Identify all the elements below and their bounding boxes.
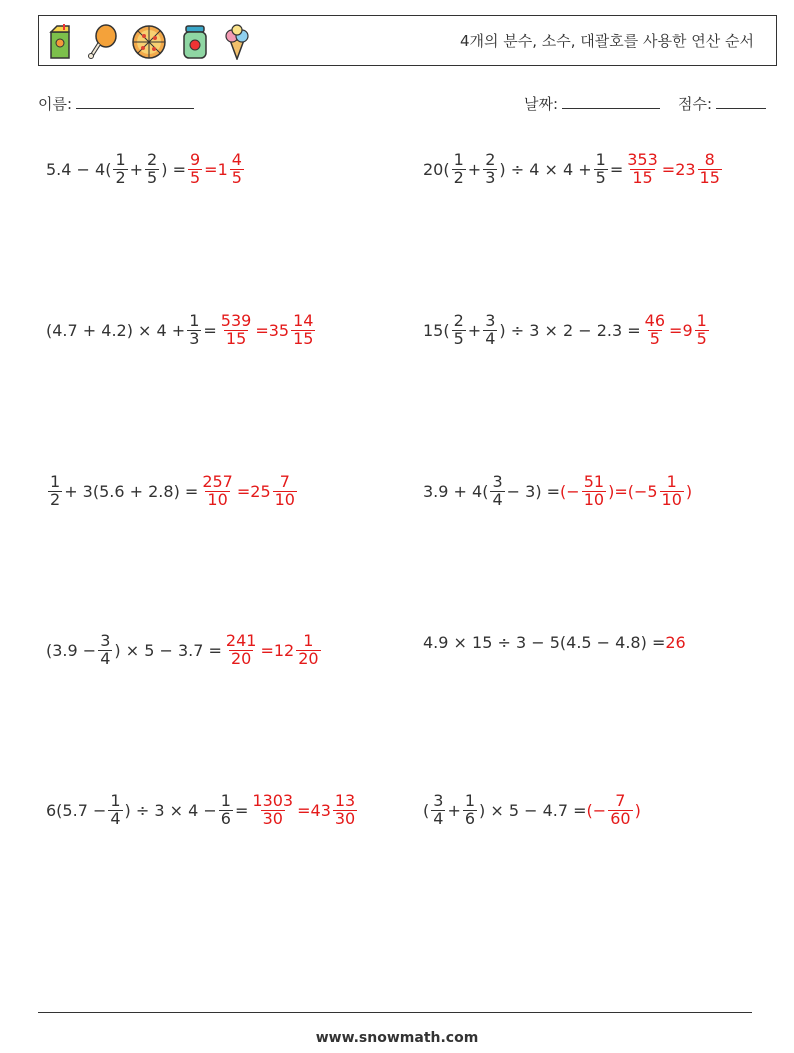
- footer-url: www.snowmath.com: [315, 1030, 479, 1046]
- fraction: $\frac{1}{2}$: [453, 149, 464, 187]
- fraction: $\frac{2}{5}$: [453, 310, 464, 348]
- answer: $\frac{353}{15}$ = 23 $\frac{8}{15}$: [627, 149, 720, 187]
- fraction: $\frac{1}{6}$: [464, 790, 476, 828]
- expr-text: + 3(5.6 + 2.8) =: [64, 481, 199, 501]
- expr-text: 15(: [423, 320, 450, 340]
- answer: $\frac{9}{5}$ = 1 $\frac{4}{5}$: [189, 149, 242, 187]
- footer-divider: [38, 1012, 752, 1013]
- fraction: $\frac{1}{4}$: [110, 790, 121, 828]
- answer: $\frac{1303}{30}$ = 43 $\frac{13}{30}$: [252, 790, 356, 828]
- juice-box-icon: [47, 24, 73, 60]
- date-blank: [562, 94, 660, 109]
- fraction: $\frac{2}{5}$: [147, 149, 158, 187]
- problem-2: [423, 139, 724, 199]
- jam-jar-icon: [181, 24, 209, 60]
- expr-text: ) ÷ 3 × 4 −: [124, 800, 217, 820]
- expr-text: =: [234, 800, 249, 820]
- expr-text: +: [129, 159, 144, 179]
- expr-text: ) =: [161, 159, 186, 179]
- problem-10: [423, 780, 641, 840]
- expr-text: (: [423, 800, 430, 820]
- date-field: [524, 93, 660, 114]
- score-label: 점수:: [678, 95, 713, 113]
- problem-8: [423, 612, 686, 672]
- fraction: $\frac{3}{4}$: [433, 790, 444, 828]
- fraction: $\frac{1}{3}$: [189, 310, 200, 348]
- answer: $\frac{257}{10}$ = 25 $\frac{7}{10}$: [202, 471, 295, 509]
- problem-3: [46, 300, 317, 360]
- problem-4: [423, 300, 711, 360]
- answer: 26: [665, 632, 686, 652]
- expr-text: ) × 5 − 4.7 =: [479, 800, 587, 820]
- fraction: $\frac{1}{5}$: [595, 149, 606, 187]
- expr-text: 4.9 × 15 ÷ 3 − 5(4.5 − 4.8) =: [423, 632, 666, 652]
- problem-7: [46, 620, 323, 680]
- answer: $\frac{241}{20}$ = 12 $\frac{1}{20}$: [225, 630, 319, 668]
- worksheet-header: [38, 15, 777, 66]
- expr-text: +: [467, 159, 482, 179]
- expr-text: − 3) =: [506, 481, 561, 501]
- fraction: $\frac{3}{4}$: [100, 630, 111, 668]
- expr-text: +: [447, 800, 461, 820]
- worksheet-title: 4개의 분수, 소수, 대괄호를 사용한 연산 순서: [459, 32, 754, 50]
- fraction: $\frac{3}{4}$: [492, 471, 503, 509]
- header-icons: [47, 22, 251, 62]
- expr-text: (4.7 + 4.2) × 4 +: [46, 320, 186, 340]
- problem-1: [46, 139, 246, 199]
- expr-text: ) ÷ 4 × 4 +: [499, 159, 592, 179]
- expr-text: ) × 5 − 3.7 =: [114, 640, 222, 660]
- date-label: 날짜:: [524, 95, 559, 113]
- expr-text: 20(: [423, 159, 450, 179]
- answer: (− $\frac{51}{10}$ ) = (−5 $\frac{1}{10}$ ): [560, 471, 693, 509]
- expr-text: =: [609, 159, 624, 179]
- answer: $\frac{539}{15}$ = 35 $\frac{14}{15}$: [220, 310, 314, 348]
- expr-text: 5.4 − 4(: [46, 159, 112, 179]
- pizza-icon: [131, 24, 167, 60]
- score-field: [678, 93, 766, 114]
- problem-9: [46, 780, 359, 840]
- answer: (− $\frac{7}{60}$ ): [586, 790, 641, 828]
- name-label: 이름:: [38, 95, 73, 113]
- expr-text: ) ÷ 3 × 2 − 2.3 =: [499, 320, 641, 340]
- expr-text: 6(5.7 −: [46, 800, 107, 820]
- problem-5: [46, 461, 299, 521]
- expr-text: (3.9 −: [46, 640, 97, 660]
- ice-cream-icon: [223, 24, 251, 60]
- score-blank: [716, 94, 766, 109]
- problem-6: [423, 461, 692, 521]
- fraction: $\frac{1}{2}$: [115, 149, 126, 187]
- name-blank: [76, 94, 194, 109]
- expr-text: =: [203, 320, 217, 340]
- expr-text: +: [467, 320, 482, 340]
- name-field: [38, 93, 194, 114]
- fraction: $\frac{1}{2}$: [50, 471, 61, 509]
- fraction: $\frac{2}{3}$: [485, 149, 496, 187]
- answer: $\frac{46}{5}$ = 9 $\frac{1}{5}$: [644, 310, 707, 348]
- fraction: $\frac{3}{4}$: [485, 310, 496, 348]
- chicken-leg-icon: [87, 24, 117, 60]
- fraction: $\frac{1}{6}$: [220, 790, 231, 828]
- expr-text: 3.9 + 4(: [423, 481, 489, 501]
